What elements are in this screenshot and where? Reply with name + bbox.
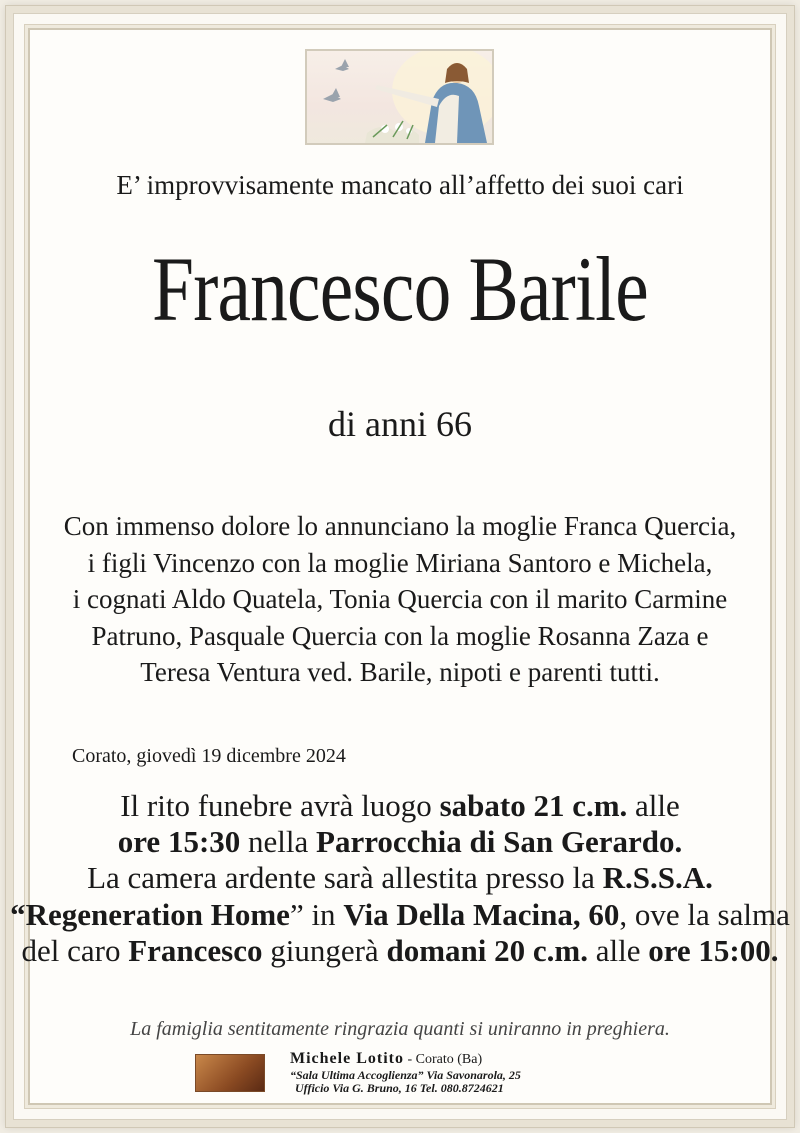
rite-text: giungerà: [262, 932, 387, 968]
family-line: i figli Vincenzo con la moglie Miriana Santoro e Michela,: [87, 547, 713, 578]
family-announcement: [0, 508, 800, 691]
rite-text: del caro: [21, 932, 129, 968]
rite-time: ore 15:30: [117, 824, 241, 860]
rite-text: Il rito funebre avrà luogo: [120, 788, 440, 823]
thanks-text: La famiglia sentitamente ringrazia quanti si uniranno in preghiera.: [130, 1018, 670, 1040]
agency-logo: [195, 1054, 265, 1092]
rite-date: sabato 21 c.m.: [439, 788, 628, 823]
deceased-age: di anni 66: [328, 404, 472, 444]
rite-text: ” in: [289, 896, 344, 932]
funeral-details: [0, 788, 800, 969]
family-line: Patruno, Pasquale Quercia con la moglie Rosanna Zaza e: [91, 620, 709, 651]
agency-city: - Corato (Ba): [403, 1052, 483, 1067]
agency-name-text: Michele Lotito: [290, 1050, 404, 1067]
rite-facility: R.S.S.A.: [602, 860, 713, 896]
agency-hall: “Sala Ultima Accoglienza” Via Savonarola, 25: [290, 1068, 521, 1082]
rite-line-2: [0, 824, 800, 860]
rite-text: La camera ardente sarà allestita presso la: [87, 860, 603, 896]
family-line: Con immenso dolore lo annunciano la moglie Franca Quercia,: [63, 511, 737, 541]
rite-line-1: [0, 788, 800, 824]
family-line: Teresa Ventura ved. Barile, nipoti e parenti tutti.: [140, 657, 660, 687]
rite-church: Parrocchia di San Gerardo.: [316, 824, 683, 860]
rite-text: , ove la salma: [619, 896, 790, 932]
rite-text: alle: [587, 932, 649, 968]
rite-line-5: [0, 933, 800, 969]
funeral-agency: [195, 1050, 615, 1095]
intro-text: E’ improvvisamente mancato all’affetto dei suoi cari: [116, 170, 684, 200]
rite-line-3: [0, 860, 800, 896]
rite-line-4: [0, 897, 800, 933]
rite-facility-name: “Regeneration Home: [10, 896, 290, 932]
deceased-name: Francesco Barile: [152, 238, 648, 340]
rite-arrival-date: domani 20 c.m.: [386, 932, 588, 968]
rite-text: nella: [240, 824, 317, 860]
rite-text: alle: [627, 788, 680, 823]
rite-deceased: Francesco: [128, 932, 263, 968]
rite-address: Via Della Macina, 60: [343, 896, 620, 932]
agency-name: [290, 1050, 482, 1068]
religious-image: [305, 49, 494, 145]
family-line: i cognati Aldo Quatela, Tonia Quercia con il marito Carmine: [72, 584, 728, 614]
place-date: Corato, giovedì 19 dicembre 2024: [72, 745, 346, 767]
agency-office: Ufficio Via G. Bruno, 16 Tel. 080.8724621: [295, 1081, 504, 1095]
rite-arrival-time: ore 15:00.: [648, 932, 779, 968]
